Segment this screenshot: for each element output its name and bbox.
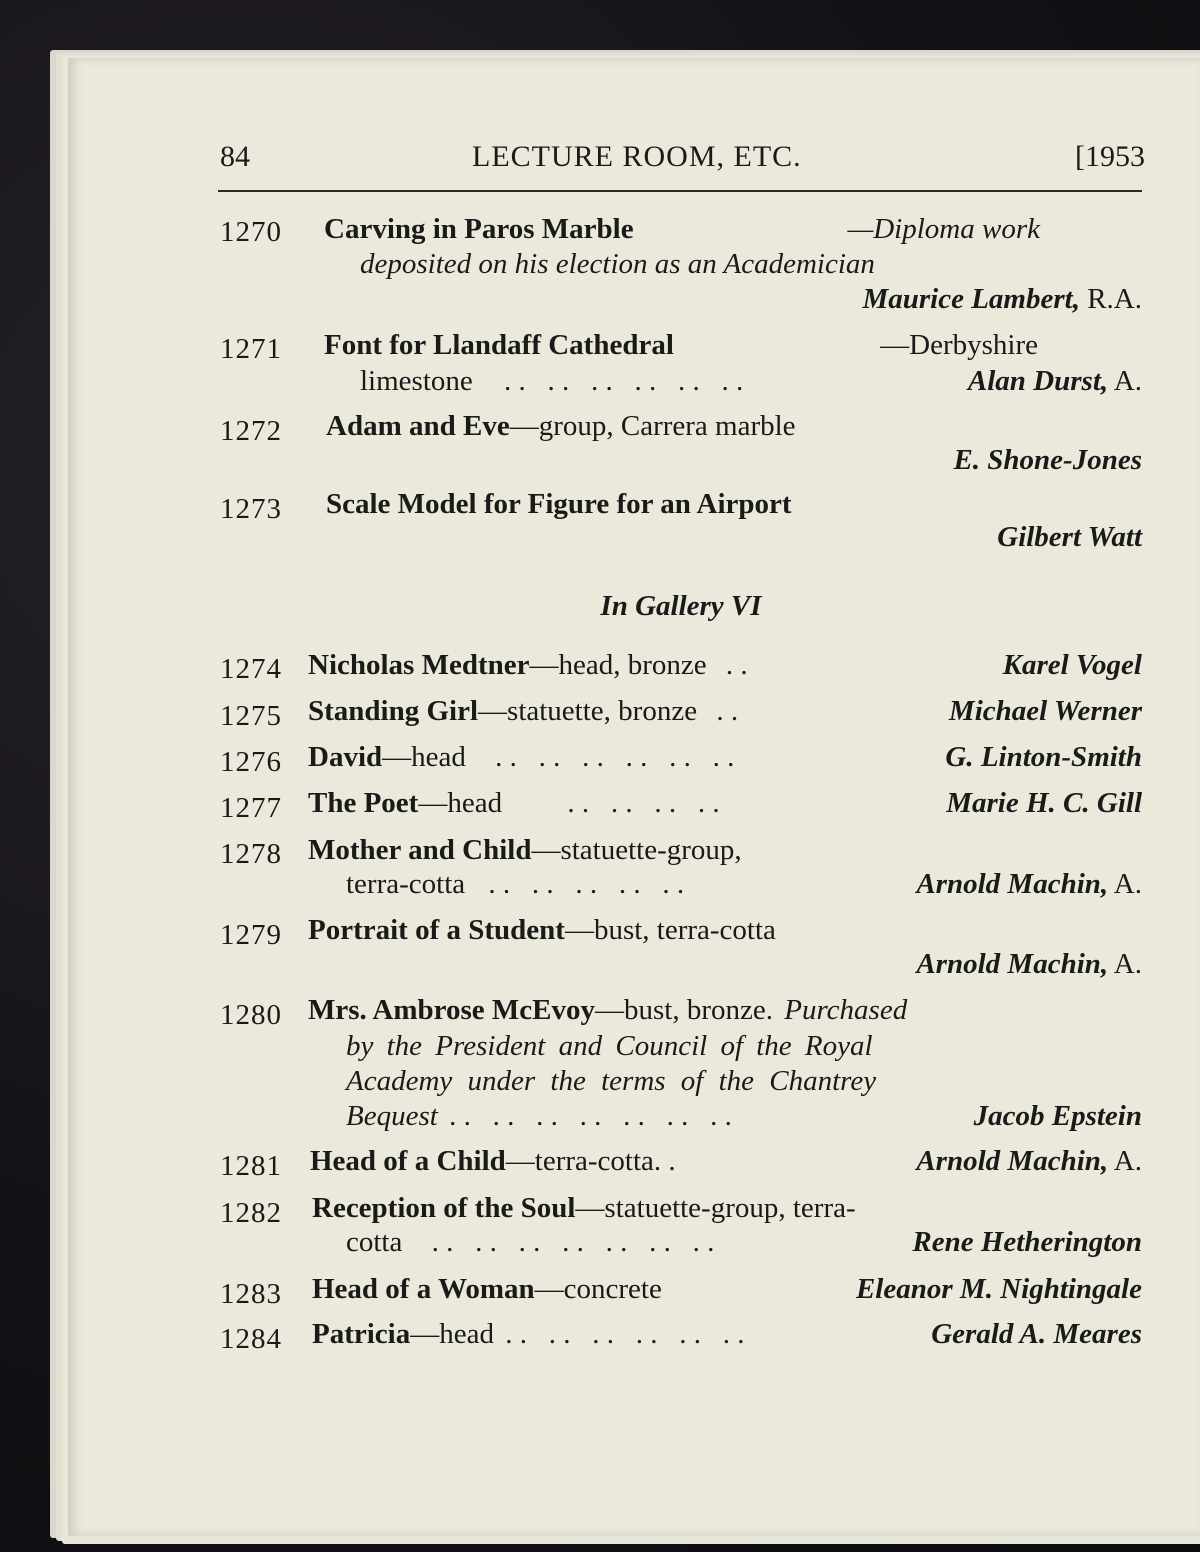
entry-medium: limestone: [360, 365, 473, 397]
artist-name: Arnold Machin,: [916, 1145, 1109, 1177]
entry-note-end: Bequest: [346, 1100, 438, 1132]
entry-title: Portrait of a Student: [308, 914, 565, 946]
leader-dots: . . . . . . . . . . . .: [504, 365, 744, 397]
entry-line: [326, 409, 796, 443]
entry-number: 1282: [220, 1197, 282, 1229]
entry-note-cont: Academy under the terms of the Chantrey: [346, 1065, 877, 1097]
running-header: [220, 140, 1145, 186]
artist-suffix: A.: [1113, 948, 1142, 980]
entry-artist: [945, 740, 1142, 774]
leader-dots: . . . . . . . . . . . .: [495, 741, 735, 773]
page-title: LECTURE ROOM, ETC.: [472, 140, 802, 173]
entry-line: [310, 1144, 676, 1178]
entry-artist: [916, 867, 1142, 901]
leader-dots: . .: [653, 1145, 676, 1177]
header-year: [1953: [1075, 140, 1145, 173]
entry-line: [326, 487, 792, 521]
artist-name: Karel Vogel: [1002, 649, 1142, 681]
entry-artist: [912, 1225, 1142, 1259]
entry-number: 1270: [220, 216, 282, 248]
entry-description: —statuette-group, terra-: [575, 1192, 856, 1224]
entry-description: —bust, terra-cotta: [564, 914, 776, 946]
entry-description: —terra-cotta: [505, 1145, 654, 1177]
entry-title: David: [308, 741, 383, 773]
artist-suffix: A.: [1113, 365, 1142, 397]
entry-line: [312, 1317, 744, 1351]
artist-name: Arnold Machin,: [916, 868, 1109, 900]
entry-description: —head: [382, 741, 466, 773]
entry-line: [308, 833, 742, 867]
entry-note: Purchased: [784, 994, 908, 1026]
entry-title: Reception of the Soul: [312, 1192, 576, 1224]
entry-number: 1279: [220, 919, 282, 951]
entry-artist: [916, 947, 1142, 981]
section-heading: In Gallery VI: [600, 590, 762, 622]
page-number: 84: [220, 140, 250, 173]
entry-title: Mother and Child: [308, 834, 532, 866]
leader-dots: . . . . . . . . . .: [488, 868, 685, 900]
artist-name: Rene Hetherington: [912, 1226, 1142, 1258]
entry-line: [308, 993, 907, 1027]
entry-medium: terra-cotta: [346, 868, 466, 900]
entry-artist: [862, 282, 1142, 316]
artist-name: Eleanor M. Nightingale: [855, 1273, 1142, 1305]
artist-name: Jacob Epstein: [973, 1100, 1142, 1132]
leader-dots: . .: [716, 695, 739, 727]
entry-title: Mrs. Ambrose McEvoy: [308, 994, 595, 1026]
entry-title: The Poet: [308, 787, 419, 819]
entry-description-cont: [346, 1225, 714, 1259]
entry-title: Adam and Eve: [326, 410, 510, 442]
entry-line: [308, 740, 734, 774]
entry-artist: [856, 1272, 1142, 1306]
entry-artist: [997, 520, 1142, 554]
entry-title: Patricia: [312, 1318, 411, 1350]
entry-description: —concrete: [534, 1273, 662, 1305]
entry-description: —head: [410, 1318, 494, 1350]
artist-suffix: A.: [1113, 1145, 1142, 1177]
entry-title: Nicholas Medtner: [308, 649, 530, 681]
entry-description: —statuette-group,: [531, 834, 742, 866]
entry-title: Font for Llandaff Cathedral: [324, 329, 674, 361]
entry-artist: [946, 786, 1142, 820]
entry-description: —Diploma work: [847, 213, 1040, 245]
entry-line: [312, 1272, 662, 1306]
entry-note-cont: [346, 1099, 732, 1133]
entry-line: [308, 694, 738, 728]
entry-description: —Derbyshire: [880, 329, 1038, 361]
artist-suffix: R.A.: [1087, 283, 1142, 315]
entry-description: —head: [418, 787, 503, 819]
entry-artist: [968, 364, 1142, 398]
entry-number: 1272: [220, 415, 282, 447]
entry-line: [324, 328, 1038, 362]
entry-artist: [949, 694, 1142, 728]
entry-number: 1271: [220, 333, 282, 365]
entry-line: [308, 648, 748, 682]
artist-name: Alan Durst,: [967, 365, 1109, 397]
entry-title: Carving in Paros Marble: [324, 213, 634, 245]
leader-dots: . . . . . . . . . . . .: [505, 1318, 745, 1350]
entry-artist: [974, 1099, 1142, 1133]
entry-artist: [1003, 648, 1142, 682]
entry-number: 1280: [220, 999, 282, 1031]
entry-number: 1274: [220, 653, 282, 685]
entry-title: Standing Girl: [308, 695, 479, 727]
entry-line: [324, 212, 1040, 246]
leader-dots: . . . . . . . . . . . . . .: [431, 1226, 715, 1258]
entry-title: Head of a Woman: [312, 1273, 535, 1305]
entry-number: 1278: [220, 838, 282, 870]
leader-dots: . . . . . . . . . . . . . .: [449, 1100, 732, 1132]
artist-name: G. Linton-Smith: [945, 741, 1142, 773]
artist-suffix: A.: [1113, 868, 1142, 900]
leader-dots: . . . . . . . .: [567, 787, 720, 819]
entry-description: —statuette, bronze: [478, 695, 698, 727]
entry-description-cont: [346, 867, 684, 901]
artist-name: Gerald A. Meares: [931, 1318, 1142, 1350]
entry-number: 1273: [220, 493, 282, 525]
artist-name: Arnold Machin,: [916, 948, 1109, 980]
entry-title: Head of a Child: [310, 1145, 506, 1177]
entry-title: Scale Model for Figure for an Airport: [326, 488, 792, 520]
entry-artist: [953, 443, 1142, 477]
entry-number: 1284: [220, 1323, 282, 1355]
artist-name: Gilbert Watt: [997, 521, 1142, 553]
entry-note-cont: by the President and Council of the Royal: [346, 1030, 873, 1062]
entry-number: 1281: [220, 1150, 282, 1182]
entry-line: [308, 786, 720, 820]
entry-description-cont: [360, 364, 743, 398]
entry-line: [308, 913, 776, 947]
entry-description: —group, Carrera marble: [509, 410, 796, 442]
entry-number: 1276: [220, 746, 282, 778]
entry-number: 1275: [220, 700, 282, 732]
entry-description: —head, bronze: [529, 649, 707, 681]
artist-name: Maurice Lambert,: [862, 283, 1080, 315]
artist-name: E. Shone-Jones: [953, 444, 1142, 476]
entry-description: —bust, bronze.: [595, 994, 773, 1026]
entry-number: 1283: [220, 1278, 282, 1310]
header-rule: [218, 190, 1142, 192]
entry-line: [312, 1191, 856, 1225]
leader-dots: . .: [725, 649, 748, 681]
entry-artist: [931, 1317, 1142, 1351]
entry-description-cont: deposited on his election as an Academician: [360, 248, 875, 280]
entry-number: 1277: [220, 792, 282, 824]
artist-name: Michael Werner: [948, 695, 1142, 727]
artist-name: Marie H. C. Gill: [946, 787, 1142, 819]
entry-artist: [916, 1144, 1142, 1178]
entry-medium: cotta: [346, 1226, 403, 1258]
